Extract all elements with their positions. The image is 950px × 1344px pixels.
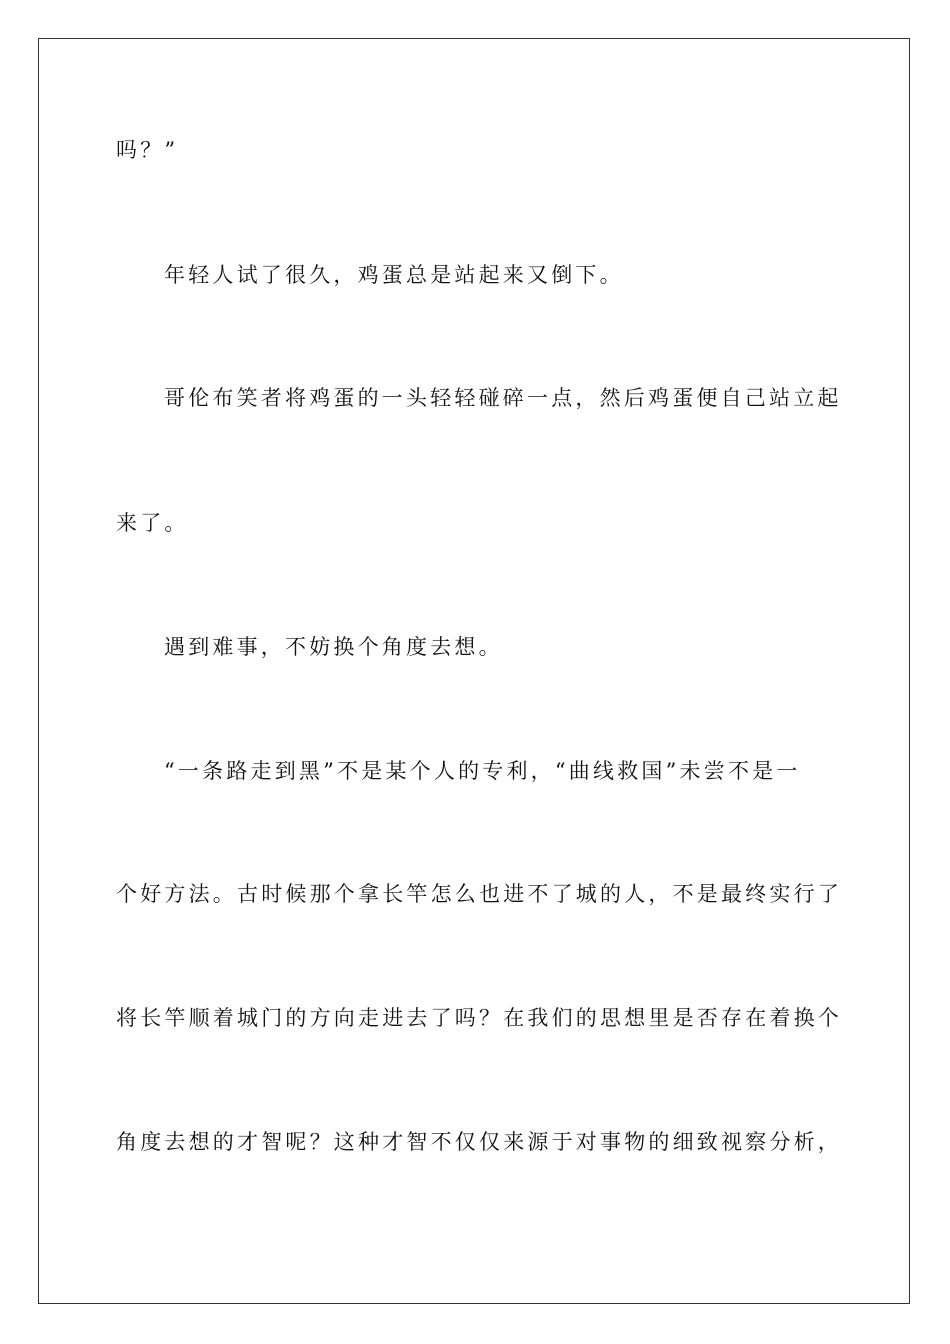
text-line-3: 哥伦布笑者将鸡蛋的一头轻轻碰碎一点，然后鸡蛋便自己站立起 xyxy=(164,386,842,410)
text-line-9: 角度去想的才智呢？这种才智不仅仅来源于对事物的细致视察分析， xyxy=(116,1130,842,1154)
page-border xyxy=(38,38,910,1304)
text-line-7: 个好方法。古时候那个拿长竿怎么也进不了城的人，不是最终实行了 xyxy=(116,882,842,906)
text-line-2: 年轻人试了很久，鸡蛋总是站起来又倒下。 xyxy=(164,263,624,287)
text-line-6: “一条路走到黑”不是某个人的专利，“曲线救国”未尝不是一 xyxy=(164,759,801,783)
text-line-1: 吗？” xyxy=(116,138,179,162)
text-line-4: 来了。 xyxy=(116,511,189,535)
text-line-5: 遇到难事，不妨换个角度去想。 xyxy=(164,635,503,659)
text-line-8: 将长竿顺着城门的方向走进去了吗？在我们的思想里是否存在着换个 xyxy=(116,1006,842,1030)
